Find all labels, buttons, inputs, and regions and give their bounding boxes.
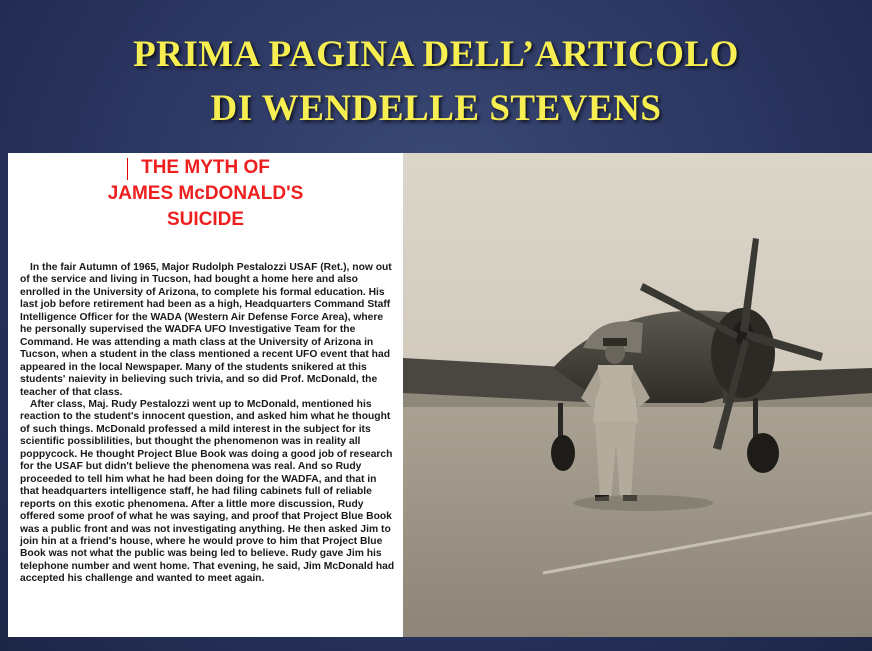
article-body	[20, 262, 398, 586]
landing-gear-wheel	[747, 433, 779, 473]
slide-title-line-2: DI WENDELLE STEVENS	[210, 88, 662, 129]
landing-gear-wheel-left	[551, 435, 575, 471]
tarmac	[403, 398, 872, 637]
slide-title	[0, 28, 872, 136]
article-page	[8, 153, 403, 637]
slide-title-line-1: PRIMA PAGINA DELL’ARTICOLO	[133, 34, 739, 75]
shadow	[573, 495, 713, 511]
man-torso	[593, 365, 638, 423]
article-title-line-1: THE MYTH OF	[141, 157, 270, 178]
article-title-line-2: JAMES McDONALD'S	[107, 183, 304, 204]
airplane-photo	[403, 153, 872, 637]
man-cap	[603, 338, 627, 346]
article-paragraph-2: After class, Maj. Rudy Pestalozzi went up to McDonald, mentioned his reaction to the student's innocent question, and asked him what he thought of such things. McDonald professed a mild interest in the subject for its scientific possiblilities, but thought the phenomenon was in reality all poppycock. He thought Project Blue Book was doing a good job of research for the USAF but didn't believe the phenomena was real. And so Rudy proceeded to tell him what he had been doing for the WADFA, and that in that headquarters intelligence staff, he had filing cabinets full of reliable reports on this exotic phenomena. After a little more discussion, Rudy offered some proof of what he was saying, and proof that Project Blue Book was a public front and was not investigating anything. He then asked Jim to join hin at a friend's house, where he would prove to him that Project Blue Book was not what the public was being led to believe. Rudy gave Jim his telephone number and went home. That evening, he said, Jim McDonald had accepted his challenge and wanted to meet again.	[20, 398, 395, 585]
article-title-line-3: SUICIDE	[166, 209, 245, 230]
article-title	[8, 155, 403, 233]
article-paragraph-1: In the fair Autumn of 1965, Major Rudolph Pestalozzi USAF (Ret.), now out of the service and living in Tucson, had bought a home here and also enrolled in the University of Arizona, to complete his formal education. His last job before retirement had been as a high, Headquarters Command Staff Intelligence Officer for the WADA (Western Air Defense Force Area), where he personally supervised the WADFA UFO Investigative Team for the Command. He was attending a math class at the University of Arizona in Tucson, when a student in the class mentioned a recent UFO event that had appeared in the local Newspaper. Many of the students snikered at this students' naievity in believing such trivia, and so did Prof. McDonald, the teacher of that class.	[20, 262, 392, 398]
